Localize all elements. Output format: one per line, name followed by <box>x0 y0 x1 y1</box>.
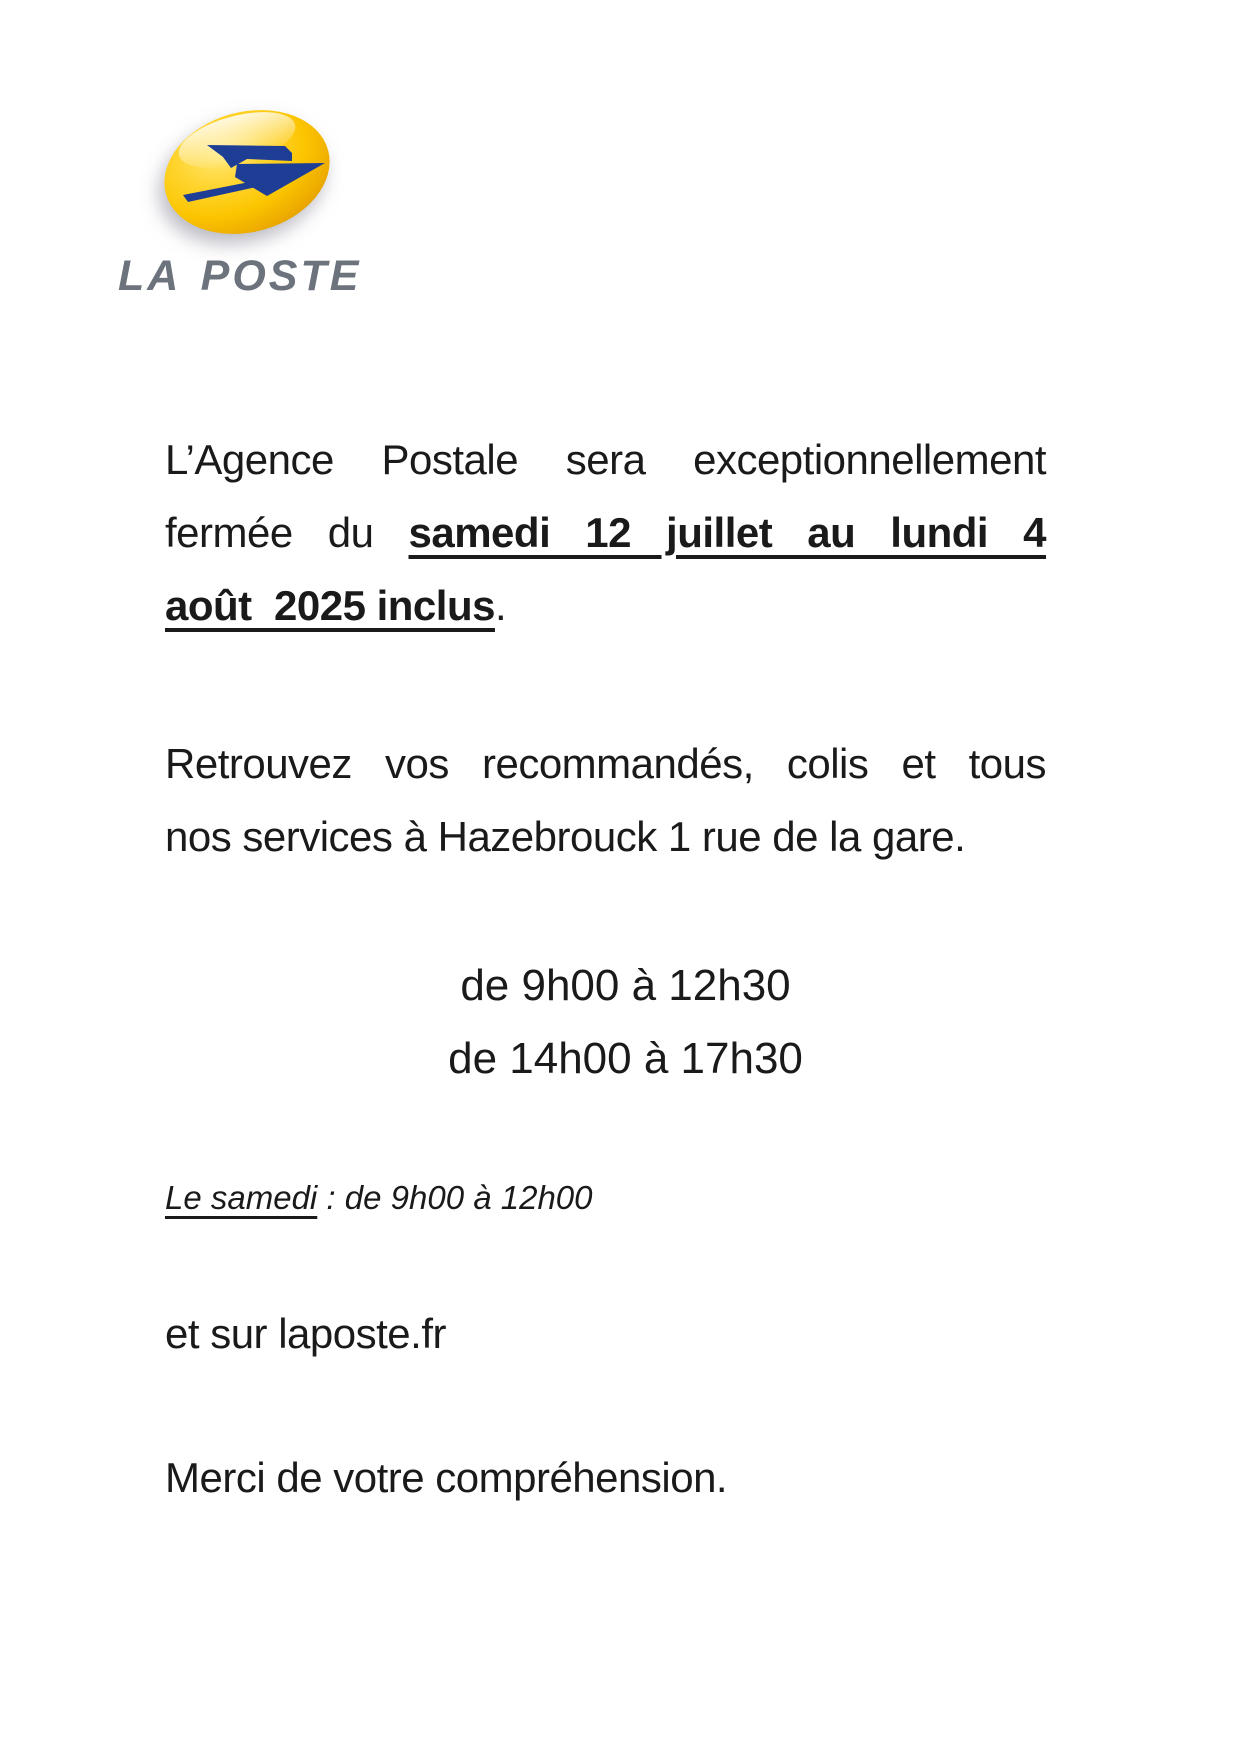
closure-line1-text: L’Agence Postale sera exceptionnellement <box>165 436 1046 483</box>
closure-line3-dates: août 2025 inclus <box>165 582 495 629</box>
closure-line1 <box>165 423 1046 496</box>
closure-line2-normal: fermée du <box>165 509 409 556</box>
thanks-text: Merci de votre compréhension. <box>165 1454 728 1501</box>
thanks-line <box>165 1441 1046 1514</box>
online-line <box>165 1297 1046 1370</box>
saturday-times: : de 9h00 à 12h00 <box>317 1179 593 1216</box>
opening-hours <box>185 949 1066 1095</box>
services-line2-text: nos services à Hazebrouck 1 rue de la gare. <box>165 813 966 860</box>
closure-line2 <box>165 496 1046 569</box>
hours-afternoon: de 14h00 à 17h30 <box>448 1034 803 1083</box>
services-line1 <box>165 727 1046 800</box>
closure-line3-period: . <box>494 582 507 629</box>
laposte-wordmark: LA POSTE <box>118 252 362 300</box>
laposte-logo-icon <box>145 100 340 245</box>
saturday-hours <box>165 1176 1046 1220</box>
online-text: et sur laposte.fr <box>165 1310 446 1357</box>
services-line1-text: Retrouvez vos recommandés, colis et tous <box>165 740 1046 787</box>
closure-paragraph <box>165 423 1046 642</box>
saturday-label: Le samedi <box>165 1179 318 1216</box>
hours-morning: de 9h00 à 12h30 <box>460 961 791 1010</box>
closure-line2-dates: samedi 12 juillet au lundi 4 <box>408 509 1046 556</box>
services-line2 <box>165 800 1046 873</box>
services-paragraph <box>165 727 1046 873</box>
closure-line3 <box>165 569 1046 642</box>
